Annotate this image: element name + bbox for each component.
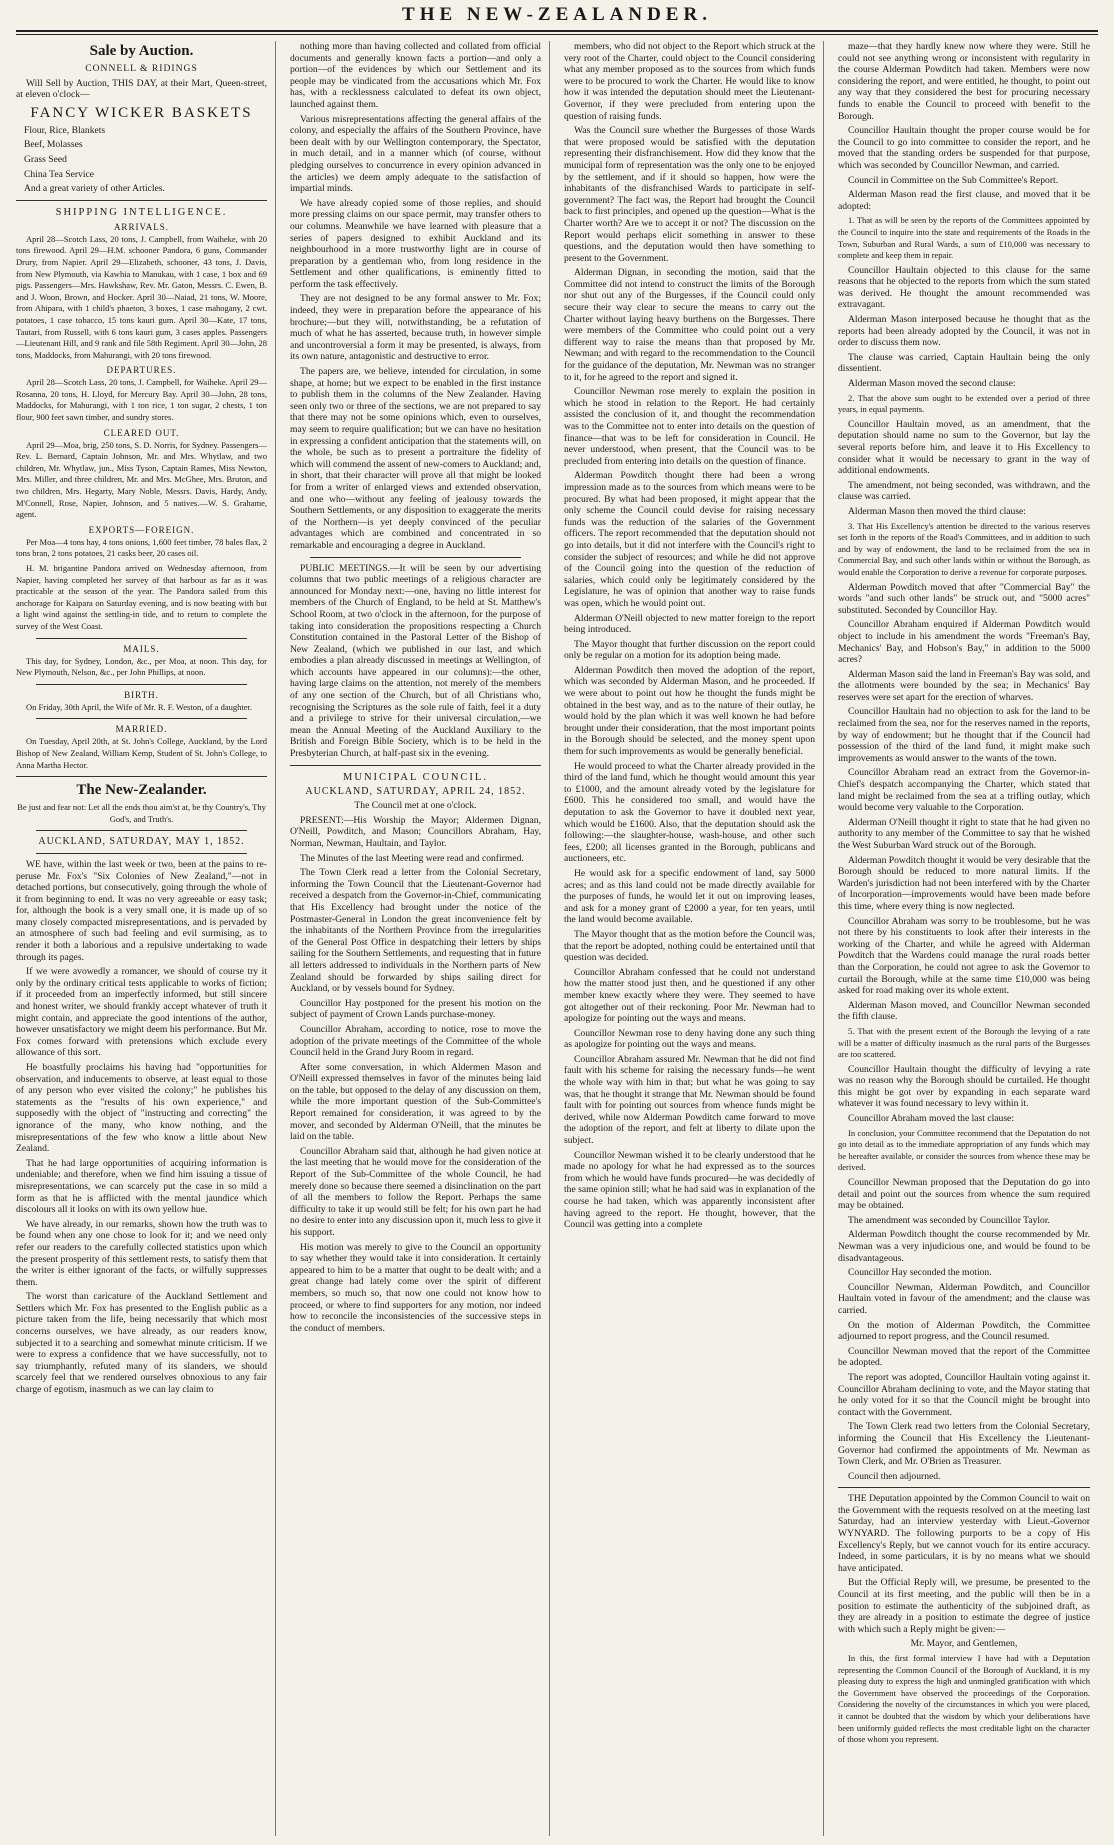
council-paragraph: Councillor Haultain thought the difficulty of levying a rate was no reason why the Borough should be curtailed. He thought this might be got over by expanding in each separate ward whatever it was found necessary to levy within it. bbox=[838, 1063, 1090, 1110]
council-paragraph: Councillor Hay postponed for the present his motion on the subject of payment of Crown Lands purchase-money. bbox=[290, 997, 541, 1021]
report-clause: 3. That His Excellency's attention be directed to the various reserves set forth in the reports of the Road's Committees, and in addition to such and by way of endowment, the land to be reclaimed from the sea in Commercial Bay, and such other lands within or without the Borough, as would enable the Corporation to derive a revenue for corporate purposes. bbox=[838, 520, 1090, 577]
married-text: On Tuesday, April 20th, at St. John's College, Auckland, by the Lord Bishop of New Zealand, William Kemp, Student of St. John's College, to Anna Martha Hector. bbox=[16, 736, 267, 770]
council-paragraph: Councillor Haultain moved, as an amendment, that the deputation should name no sum to the Governor, but lay the several reports before him, and leave it to His Excellency to consider what it would be necessary to grant in the way of additional endowments. bbox=[838, 418, 1090, 477]
council-paragraph: Councillor Abraham, according to notice, rose to move the adoption of the private meetings of the Committee of the whole Council held in the Grand Jury Room in regard. bbox=[290, 1023, 541, 1059]
auction-title: Sale by Auction. bbox=[89, 43, 194, 59]
deputation-paragraph: THE Deputation appointed by the Common Council to wait on the Government with the requests resolved on at the meeting last Saturday, had an interview yesterday with Lieut.-Governor WYNYARD. The following purports to be a copy of His Excellency's Reply, but we cannot vouch for its entire accuracy. Indeed, in some particulars, it is by no means what we should have anticipated. bbox=[838, 1493, 1090, 1574]
council-paragraph: The amendment was seconded by Councillor Taylor. bbox=[848, 1214, 1050, 1226]
report-clause: 1. That as will be seen by the reports of the Committees appointed by the Council to inquire into the state and requirements of the Roads in the Town, Suburban and Rural Wards, a sum of £10,000 was necessary to complete and keep them in repair. bbox=[838, 215, 1090, 261]
editorial-paragraph: If we were avowedly a romancer, we should of course try it only by the ordinary critical tests applicable to works of fiction; if it proceeded from an imperfectly informed, but still sincere and honest writer, we should frankly accept whatever of truth it might contain, and appreciate the good intentions of the author, however unsatisfactory we might deem his performance. But Mr. Fox comes forward with pretensions which exclude every allowance of this sort. bbox=[16, 966, 267, 1059]
arrivals-title: ARRIVALS. bbox=[113, 221, 170, 232]
report-clause: 5. That with the present extent of the Borough the levying of a rate will be a matter of difficulty inasmuch as the rural parts of the Burgesses are too scattered. bbox=[838, 1025, 1090, 1060]
auction-item: Grass Seed bbox=[24, 153, 67, 165]
divider bbox=[16, 200, 267, 201]
council-paragraph: The Town Clerk read a letter from the Colonial Secretary, informing the Town Council that the Lieutenant-Governor had received a despatch from the Governor-in-Chief, communicating that His Excellency had brought under the notice of the Postmaster-General in London the great inconvenience felt by the inhabitants of the Northern Province from the irregularities of the General Post Office in despatching their letters by ships sailing for the Southern Settlements, and requesting that in future all letters addressed to individuals in the Northern parts of New Zealand should be forwarded by ships sailing direct for Auckland, or by vessels bound for Sydney. bbox=[290, 867, 541, 995]
council-paragraph: Council in Committee on the Sub Committee's Report. bbox=[848, 174, 1059, 186]
council-paragraph: On the motion of Alderman Powditch, the Committee adjourned to report progress, and the Council resumed. bbox=[838, 1319, 1090, 1343]
editorial-continued: They are not designed to be any formal answer to Mr. Fox; indeed, they were in preparation before the appearance of his brochure;—but they will, notwithstanding, be a refutation of much of what he has asserted, because truth, in however simple and uncontroversial a form it may be presented, is always, from its own nature, antagonistic and destructive to error. bbox=[290, 293, 541, 363]
council-paragraph: Alderman Mason read the first clause, and moved that it be adopted: bbox=[838, 189, 1090, 212]
auction-item: Beef, Molasses bbox=[24, 139, 83, 151]
birth-title: BIRTH. bbox=[124, 689, 159, 700]
auction-item: And a great variety of other Articles. bbox=[24, 183, 165, 195]
masthead: THE NEW-ZEALANDER. bbox=[402, 4, 712, 25]
married-title: MARRIED. bbox=[115, 724, 168, 735]
council-paragraph: Alderman Powditch then moved the adoption of the report, which was seconded by Alderman Mason, and he proceeded. If we were about to point out how he thought the funds might be obtained in the best way, and as to the nature of their outlay, he would hold by the plan which it was well known he had before brought under their consideration, that the most important points in the Borough should be selected, and the money spent upon them for such improvements as would be generally beneficial. bbox=[564, 664, 815, 758]
council-paragraph: The clause was carried, Captain Haultain being the only dissentient. bbox=[838, 351, 1090, 375]
council-paragraph: Councillor Abraham confessed that he could not understand how the matter stood just then, and he questioned if any other member knew exactly where they were. They seemed to have got altogether out of their reckoning. Poor Mr. Newman had to apologize for pointing out the ways and means. bbox=[564, 966, 815, 1025]
editorial-paragraph: He boastfully proclaims his having had "opportunities for observation, and inducements to observe, at least equal to those of any person who ever visited the colony;" he publishes his statements as the "results of his own experience," and supposedly with the object of "instructing and correcting" the ignorance of the many, who know nothing, and the misrepresentations of the few who know a little about New Zealand. bbox=[16, 1062, 267, 1155]
auction-items bbox=[16, 125, 267, 195]
cleared-text: April 29—Moa, brig, 250 tons, S. D. Norris, for Sydney. Passengers—Rev. L. Bernard, Captain Johnson, Mr. and Mrs. Whytlaw, and two children, Mr. Whytlaw, jun., Miss Tyson, Captain Rames, Miss Newton, Mrs. Miller, and three children, Mr. and Mrs. McGhee, Mrs. Bruton, and two children, Mrs. Hegarty, Mary Noble, Messrs. Davis, Hardy, Andy, M'Connell, Rose, Napier, Johnson, and 5 natives.—W. S. Grahame, agent. bbox=[16, 439, 267, 520]
council-title: MUNICIPAL COUNCIL. bbox=[343, 771, 488, 783]
column-3 bbox=[564, 41, 824, 1836]
council-paragraph: maze—that they hardly knew now where they were. Still he could not see anything wrong or inconsistent with regularity in the course Alderman Powditch had taken. Members were now considering the report, and were entitled, he thought, to point out any way that they considered the best for procuring necessary funds to enable the Council to proceed with benefit to the Borough. bbox=[838, 41, 1090, 122]
paper-title: The New-Zealander. bbox=[76, 782, 207, 799]
council-paragraph: Alderman Mason moved, and Councillor Newman seconded the fifth clause. bbox=[838, 999, 1090, 1023]
council-paragraph: Alderman O'Neill objected to new matter foreign to the report being introduced. bbox=[564, 612, 815, 636]
editorial-continued: Various misrepresentations affecting the general affairs of the colony, and especially the affairs of the Southern Province, have been dealt with by our Wellington contemporary, the Spectator, in much detail, and in a manner which (of course, without pledging ourselves to concurrence in every opinion advanced in the articles) we deem amply adequate to the satisfaction of impartial minds. bbox=[290, 113, 541, 195]
council-paragraph: Councillor Abraham read an extract from the Governor-in-Chief's despatch accompanying the Charter, which stated that land might be reclaimed from the sea at a trifling outlay, which would become very valuable to the Corporation. bbox=[838, 767, 1090, 814]
birth-text: On Friday, 30th April, the Wife of Mr. R. F. Weston, of a daughter. bbox=[26, 701, 252, 712]
council-paragraph: The Town Clerk read two letters from the Colonial Secretary, informing the Council that His Excellency the Lieutenant-Governor had confirmed the appointments of Mr. Newman as Town Clerk, and Mr. O'Brien as Treasurer. bbox=[838, 1421, 1090, 1468]
council-paragraph: Councillor Newman moved that the report of the Committee be adopted. bbox=[838, 1345, 1090, 1369]
council-paragraph: Alderman Powditch thought the course recommended by Mr. Newman was a very injudicious one, and would be found to be disadvantageous. bbox=[838, 1229, 1090, 1264]
mails-title: MAILS. bbox=[123, 643, 160, 654]
council-paragraph: Alderman Powditch thought it would be very desirable that the Borough should be reduced to more natural limits. If the Warden's jurisdiction had not been interfered with by the Charter of Incorporation—improvements would have been made before this time, where every thing is now neglected. bbox=[838, 854, 1090, 912]
column-1 bbox=[16, 41, 276, 1836]
report-clause: 2. That the above sum ought to be extended over a period of three years, in equal payments. bbox=[838, 392, 1090, 415]
paper-date: AUCKLAND, SATURDAY, MAY 1, 1852. bbox=[38, 836, 245, 848]
council-paragraph: The Mayor thought that as the motion before the Council was, that the report be adopted, nothing could be entertained until that question was decided. bbox=[564, 928, 815, 964]
council-paragraph: Alderman Dignan, in seconding the motion, said that the Committee did not intend to construct the limits of the Borough nor shut out any of the Burgesses, if the Council could only secure their way clear to secure the means to carry out the Charter without laying heavy burthens on the Burgesses. There were members of the Committee who could point out a very different way to raise the means than that proposed by Mr. Newman; and with regard to the recommendation to the Council for the guidance of the deputation, Mr. Newman was no stranger to it, for he agreed to the report and signed it. bbox=[564, 267, 815, 383]
council-paragraph: Councillor Newman rose to deny having done any such thing as apologize for pointing out the ways and means. bbox=[564, 1027, 815, 1051]
departures-text: April 28—Scotch Lass, 20 tons, J. Campbell, for Waiheke. April 29—Rosanna, 20 tons, H. Lloyd, for Mercury Bay. April 30—John, 28 tons, Maddocks, for Mahurangi, with 1 ton rice, 1 ton sugar, 2 chests, 1 ton flour, 900 feet sawn timber, and sundry stores. bbox=[16, 377, 267, 423]
mails-text: This day, for Sydney, London, &c., per Moa, at noon. This day, for New Plymouth, Nelson, &c., per John Phillips, at noon. bbox=[16, 655, 267, 678]
editorial-paragraph: The worst than caricature of the Auckland Settlement and Settlers which Mr. Fox has presented to the English public as a picture taken from the life, being necessarily that which most concerns ourselves, we have already, as our readers know, subjected it to a searching and somewhat minute criticism. If we were to express a confidence that we have successfully, not to say triumphantly, refuted many of its slanders, we should scarcely feel that we rendered ourselves obnoxious to any fair charge of egotism, inasmuch as we can lay claim to bbox=[16, 1291, 267, 1396]
arrivals-text: April 28—Scotch Lass, 20 tons, J. Campbell, from Waiheke, with 20 tons firewood. April 29—H.M. schooner Pandora, 6 guns, Commander Drury, from Napier. April 29—Elizabeth, schooner, 43 tons, J. Davis, from New Plymouth, via Kawhia to Manukau, with 1 case, 1 box and 69 pigs. Passengers—Mrs. Hawkshaw, Rev. Mr. Gaton, Messrs. C. Ewen, B. and J. Woon, Brown, and Hocker. April 30—Naiad, 21 tons, W. Moore, from Ahipara, with 1 child's phaeton, 3 boxes, 1 case mahogany, 2 cwt. potatoes, 1 case tobacco, 15 tons kauri gum. April 30—Kate, 17 tons, Tautari, from Russell, with 6 tons kauri gum, 3 cases apples. Passengers—Lieutenant Hill, and 9 rank and file 58th Regiment. April 30—John, 28 tons, Maddocks, from Mahurangi, with 20 tons firewood. bbox=[16, 233, 267, 360]
editorial-paragraph: That he had large opportunities of acquiring information is undeniable; and therefore, when we find him issuing a tissue of misrepresentations, we can scarcely put the case in so mild a form as that he is afflicted with the mental jaundice which discolours all it looks on with its own yellow hue. bbox=[16, 1157, 267, 1216]
departures-title: DEPARTURES. bbox=[106, 365, 177, 376]
council-paragraph: Councillor Newman wished it to be clearly understood that he made no apology for what he had expressed as to the sources from which he would have funds procured—he was decidedly of the same opinion still; what he had said was in explanation of the course he had taken, which was apparently inconsistent after having agreed to the report. He thought, however, that the Council was getting into a complete bbox=[564, 1149, 815, 1231]
council-paragraph: Councillor Haultain thought the proper course would be for the Council to go into committee to consider the report, and he moved that the standing orders be suspended for that purpose, which was seconded by Councillor Newman, and carried. bbox=[838, 125, 1090, 171]
column-2 bbox=[290, 41, 550, 1836]
council-paragraph: Alderman Mason said the land in Freeman's Bay was sold, and the allotments were bounded by the sea; in Mechanics' Bay reserves were set apart for the erection of wharves. bbox=[838, 668, 1090, 703]
editorial-continued: nothing more than having collected and collated from official documents and generally known facts a portion—and only a portion—of the evidences by which our Settlement and its people may be vindicated from the accusations which Mr. Fox has, with a recklessness calculated to defeat its own object, launched against them. bbox=[290, 41, 541, 110]
council-paragraph: Alderman Mason interposed because he thought that as the reports had been already adopted by the Council, it was not in order to discuss them now. bbox=[838, 314, 1090, 349]
council-meeting-line: The Council met at one o'clock. bbox=[354, 800, 477, 812]
council-paragraph: His motion was merely to give to the Council an opportunity to say whether they would take it into consideration. It certainly appeared to him to be a matter that ought to be dealt with; and a great change had lately come over the spirit of different members, so much so, that now one could not know how to proceed, or where to find supporters for any motion, nor indeed how to reconcile the inconsistencies of the successive steps in the conduct of members. bbox=[290, 1241, 541, 1334]
council-paragraph: The Mayor thought that further discussion on the report could only be regular on a motion for its adoption being made. bbox=[564, 638, 815, 662]
council-paragraph: Alderman Powditch thought there had been a wrong impression made as to the sources from which means were to be procured. By what had been proposed, it might appear that the only scheme the Council could devise for raising necessary funds was the reduction of the salaries of the Government officers. The report recommended that the deputation should not go into details, but it did not interfere with the Council's right to consider the subject of resources; and while he did not approve of the Council going into the question of the reduction of salaries, which could only be legitimately considered by the Legislature, he was of opinion that another way to raise funds was open, which he would point out. bbox=[564, 470, 815, 609]
council-paragraph: He would proceed to what the Charter already provided in the third of the land fund, which he thought would amount this year to £1000, and the amount already voted by the legislature for £600. This he considered too small, and would have the deputation to ask the Governor to have it doubled next year, which would be £1600. Also, that the deputation should ask the following:—the slaughter-house, wash-house, and other such fees, £200; all licenses granted in the Borough, publicans and auctioneers, etc. bbox=[564, 760, 815, 865]
council-paragraph: Councillor Haultain had no objection to ask for the land to be reclaimed from the sea, nor for the reserves named in the reports, by way of endowment; but he thought that if the Council had possession of the third of the land fund, it might make such improvements as would answer to the wants of the town. bbox=[838, 706, 1090, 764]
cleared-title: CLEARED OUT. bbox=[103, 427, 180, 438]
divider bbox=[36, 853, 247, 854]
auction-intro: Will Sell by Auction, THIS DAY, at their Mart, Queen-street, at eleven o'clock— bbox=[16, 77, 267, 101]
exports-note: H. M. brigantine Pandora arrived on Wednesday afternoon, from Napier, having completed her survey of that harbour as far as it was practicable at the season of the year. The Pandora sailed from this anchorage for Kaipara on Saturday evening, and is now beating with but a light wind against the settling-in tide, and to return to complete the survey of the West Coast. bbox=[16, 563, 267, 631]
council-paragraph: The report was adopted, Councillor Haultain voting against it. Councillor Abraham declining to vote, and the Mayor stating that he only voted for it so that the Council might be brought into contact with the Government. bbox=[838, 1371, 1090, 1418]
shipping-title: SHIPPING INTELLIGENCE. bbox=[55, 206, 228, 218]
auctioneer-name: CONNELL & RIDINGS bbox=[85, 63, 198, 74]
council-paragraph: Council then adjourned. bbox=[848, 1470, 941, 1482]
columns bbox=[16, 41, 1098, 1836]
editorial-paragraph: WE have, within the last week or two, been at the pains to re-peruse Mr. Fox's "Six Colonies of New Zealand,"—not in detached portions, but consecutively, going through the whole of it from beginning to end. It was no very agreeable or easy task; for, although the book is a very small one, it is made up of so many closely compacted misrepresentations, and is pervaded by an atmosphere of such bad feeling and evil surmising, as to render it both a laborious and a repulsive undertaking to wade through its pages. bbox=[16, 858, 267, 963]
council-dateline: AUCKLAND, SATURDAY, APRIL 24, 1852. bbox=[305, 785, 526, 797]
council-paragraph: Councillor Abraham said that, although he had given notice at the last meeting that he would move for the consideration of the Report of the Sub-Committee of the whole Council, he had merely done so because there seemed a disinclination on the part of all the members to follow the Report. Perhaps the same difficulty to take it up would still be felt; for his own part he had no desire to enter into any discussion upon it, much less to give it his support. bbox=[290, 1145, 542, 1238]
council-paragraph: Councillor Hay seconded the motion. bbox=[848, 1267, 992, 1279]
council-paragraph: Councillor Haultain objected to this clause for the same reasons that he objected to the reports from which the sum stated was derived. He thought the amount recommended was extravagant. bbox=[838, 264, 1090, 311]
council-paragraph: Alderman Mason then moved the third clause: bbox=[848, 505, 1026, 517]
divider bbox=[290, 765, 541, 766]
council-paragraph: Alderman O'Neill thought it right to state that he had given no authority to any member of the Committee to say that he wished the West Suburban Ward struck out of the Borough. bbox=[838, 816, 1090, 851]
masthead-rule bbox=[16, 30, 1098, 35]
auction-headline: FANCY WICKER BASKETS bbox=[30, 104, 253, 121]
public-meetings-paragraph: PUBLIC MEETINGS.—It will be seen by our advertising columns that two public meetings of a religious character are announced for Monday next:—one, having no little interest for members of the Church of England, to be held at St. Matthew's School Room, at two o'clock in the afternoon, for the purpose of taking into consideration the propositions respecting a Church Constitution contained in the Pastoral Letter of the Bishop of New Zealand, (which we published in our last, and which embodies a plan already discussed in meetings at Wellington, of which accounts have appeared in our columns):—the other, having large claims on the attention, not merely of the members of any one section of the Church, but of all Christians who, recognising the Scriptures as the sole rule of faith, feel it a duty and a privilege to strive for their universal circulation,—we mean the Annual Meeting of the Auckland Auxiliary to the British and Foreign Bible Society, which is to be held in the Presbyterian Church, at half-past six in the evening. bbox=[290, 562, 541, 760]
divider bbox=[310, 557, 521, 558]
divider bbox=[36, 684, 247, 685]
council-paragraph: The Minutes of the last Meeting were read and confirmed. bbox=[300, 852, 524, 864]
reply-salutation: Mr. Mayor, and Gentlemen, bbox=[910, 1638, 1018, 1650]
council-paragraph: Councillor Abraham enquired if Alderman Powditch would object to include in his amendment the words "Freeman's Bay, Mechanics' Bay, and Hobson's Bay," in addition to the 5000 acres? bbox=[838, 619, 1090, 666]
council-paragraph: Alderman Powditch moved that after "Commercial Bay" the words "and such other lands" be struck out, and "5000 acres" substituted. Seconded by Councillor Hay. bbox=[838, 581, 1090, 616]
council-paragraph: PRESENT:—His Worship the Mayor; Aldermen Dignan, O'Neill, Powditch, and Mason; Councillors Abraham, Hay, Norman, Newman, Haultain, and Taylor. bbox=[290, 814, 541, 849]
exports-text: Per Moa—4 tons hay, 4 tons onions, 1,600 feet timber, 78 bales flax, 2 tons bran, 2 tons potatoes, 21 casks beer, 20 cases oil. bbox=[16, 536, 267, 559]
editorial-continued: The papers are, we believe, intended for circulation, in some shape, at home; but we expect to be enabled in the first instance to publish them in the columns of the New Zealander. Having seen only two or three of the sections, we are not prepared to say that there may not be some opinions which, even to ourselves, may seem to require qualification; but we can have no hesitation in expressing a confident anticipation that the statements will, on the whole, be such as to present a portraiture the fidelity of which will commend the assent of new-comers to Auckland; and, in short, that their character will prove all that might be looked for from a writer of enlarged views and extended observation, and one who—without any feeling of jealousy towards the Southern Settlements, or any disposition to exaggerate the merits of the Northern—is yet deeply convinced of the peculiar advantages which are combined and concentrated in so remarkable and encouraging a degree in Auckland. bbox=[290, 366, 541, 551]
council-paragraph: The amendment, not being seconded, was withdrawn, and the clause was carried. bbox=[838, 479, 1090, 503]
divider bbox=[36, 638, 247, 639]
council-paragraph: Councillor Newman proposed that the Deputation do go into detail and point out the sources from whence the sum required may be obtained. bbox=[838, 1177, 1090, 1212]
council-paragraph: members, who did not object to the Report which struck at the very root of the Charter, could object to the Council considering what any member proposed as to the sources from which funds were to be procured to work the Charter. He would like to know how it was intended the deputation should meet the Lieutenant-Governor, if they were precluded from entering upon the question of raising funds. bbox=[564, 41, 815, 122]
paper-motto: Be just and fear not: Let all the ends thou aim'st at, be thy Country's, Thy God's, and Truth's. bbox=[17, 802, 266, 824]
exports-title: EXPORTS—FOREIGN. bbox=[88, 524, 195, 535]
reply-text: In this, the first formal interview I have had with a Deputation representing the Common Council of the Borough of Auckland, it is my pleasing duty to express the high and unmingled gratification with which the Government have observed the proceedings of the Corporation. Considering the novelty of the circumstances in which you were placed, it cannot be doubted that the wisdom by which your deliberations have been uniformly guided reflects the most creditable light on the character of those whom you represent. bbox=[838, 1653, 1090, 1745]
council-paragraph: Was the Council sure whether the Burgesses of those Wards that were proposed would be satisfied with the deputation representing their disfranchisement. How did they know that the municipal form of representation was the only one to be enjoyed by the settlement, and if it should so happen, how were the inhabitants of the disfranchised Wards to participate in self-government? The fact was, the Report had brought the Council back to first principles, and opened up the question—What is the Charter worth? Are we to accept it or not? The discussion on the Report would perhaps elicit something in answer to these questions, and the deputation would then have something to present to the Government. bbox=[564, 125, 815, 264]
council-paragraph: Alderman Mason moved the second clause: bbox=[848, 378, 1016, 390]
auction-item: China Tea Service bbox=[24, 168, 95, 180]
deputation-paragraph: But the Official Reply will, we presume, be presented to the Council at its first meeting, and the public will then be in a position to estimate the authenticity of the subjoined draft, as they are already in a position to estimate the degree of justice with which such a Reply might be given:— bbox=[838, 1577, 1090, 1635]
divider bbox=[16, 776, 267, 777]
council-paragraph: Councillor Abraham was sorry to be troublesome, but he was not there by his constituents to look after their interests in the working of the Charter, and while he agreed with Alderman Powditch that the Wardens could manage the rural roads better than the Corporation, he could not agree to ask the Governor to curtail the Borough, while at the same time £10,000 was being asked for road making over its whole extent. bbox=[838, 915, 1090, 997]
council-paragraph: Councillor Abraham assured Mr. Newman that he did not find fault with his scheme for raising the necessary funds—he went the whole way with him in that; but what he was going to say was, that he thought it strange that Mr. Newman should be found fault with for pointing out sources from whence funds might be derived, while now Alderman Powditch came forward to move the adoption of the report, and felt at liberty to dilate upon the subject. bbox=[564, 1053, 815, 1147]
report-clause: In conclusion, your Committee recommend that the Deputation do not go into detail as to the immediate appropriation of any funds which may be hereafter available, or consider the sources from whence these may be derived. bbox=[838, 1127, 1090, 1173]
editorial-paragraph: We have already, in our remarks, shown how the truth was to be found when any one chose to look for it; and we need only refer our readers to the carefully collected statistics upon which the present prosperity of this settlement rests, to satisfy them that the writer is either ignorant of the facts, or wilfully suppresses them. bbox=[16, 1218, 267, 1288]
column-4 bbox=[838, 41, 1098, 1836]
council-paragraph: Councillor Newman, Alderman Powditch, and Councillor Haultain voted in favour of the amendment; and the clause was carried. bbox=[838, 1281, 1090, 1316]
council-paragraph: He would ask for a specific endowment of land, say 5000 acres; and as this land could not be made directly available for the purposes of funds, he would let it out on improving leases, and ask for a money grant of £2000 a year, for ten years, until the land would become available. bbox=[564, 867, 815, 926]
divider bbox=[36, 830, 247, 831]
council-paragraph: Councillor Abraham moved the last clause: bbox=[848, 1113, 1014, 1125]
council-paragraph: Councillor Newman rose merely to explain the position in which he stood in relation to the Report. He had certainly assisted the conclusion of it, and thought the recommendation was to the Committee not to enter into details on the question of finance—that was to be left for consideration in Council. He never understood, when present, that the Council was to be precluded from entering into details on the question of finance. bbox=[564, 386, 815, 467]
divider bbox=[36, 718, 247, 719]
editorial-continued: We have already copied some of those replies, and should more pressing claims on our space permit, may transfer others to our columns. Meanwhile we have learned with pleasure that a series of papers designed to exhibit Auckland and its neighbourhood in a more trustworthy light are in course of preparation by a gentleman who, from long residence in the Settlement and other qualifications, is eminently fitted to perform the task effectively. bbox=[290, 197, 541, 290]
auction-item: Flour, Rice, Blankets bbox=[24, 124, 106, 136]
divider bbox=[838, 1487, 1090, 1488]
council-paragraph: After some conversation, in which Aldermen Mason and O'Neill expressed themselves in favor of the minutes being laid on the table, but opposed to the delay of any discussion on them, while the more important question of the Sub-Committee's Report remained for consideration, it was agreed to by the mover, and seconded by Alderman O'Neill, that the minutes be laid on the table. bbox=[290, 1061, 541, 1143]
